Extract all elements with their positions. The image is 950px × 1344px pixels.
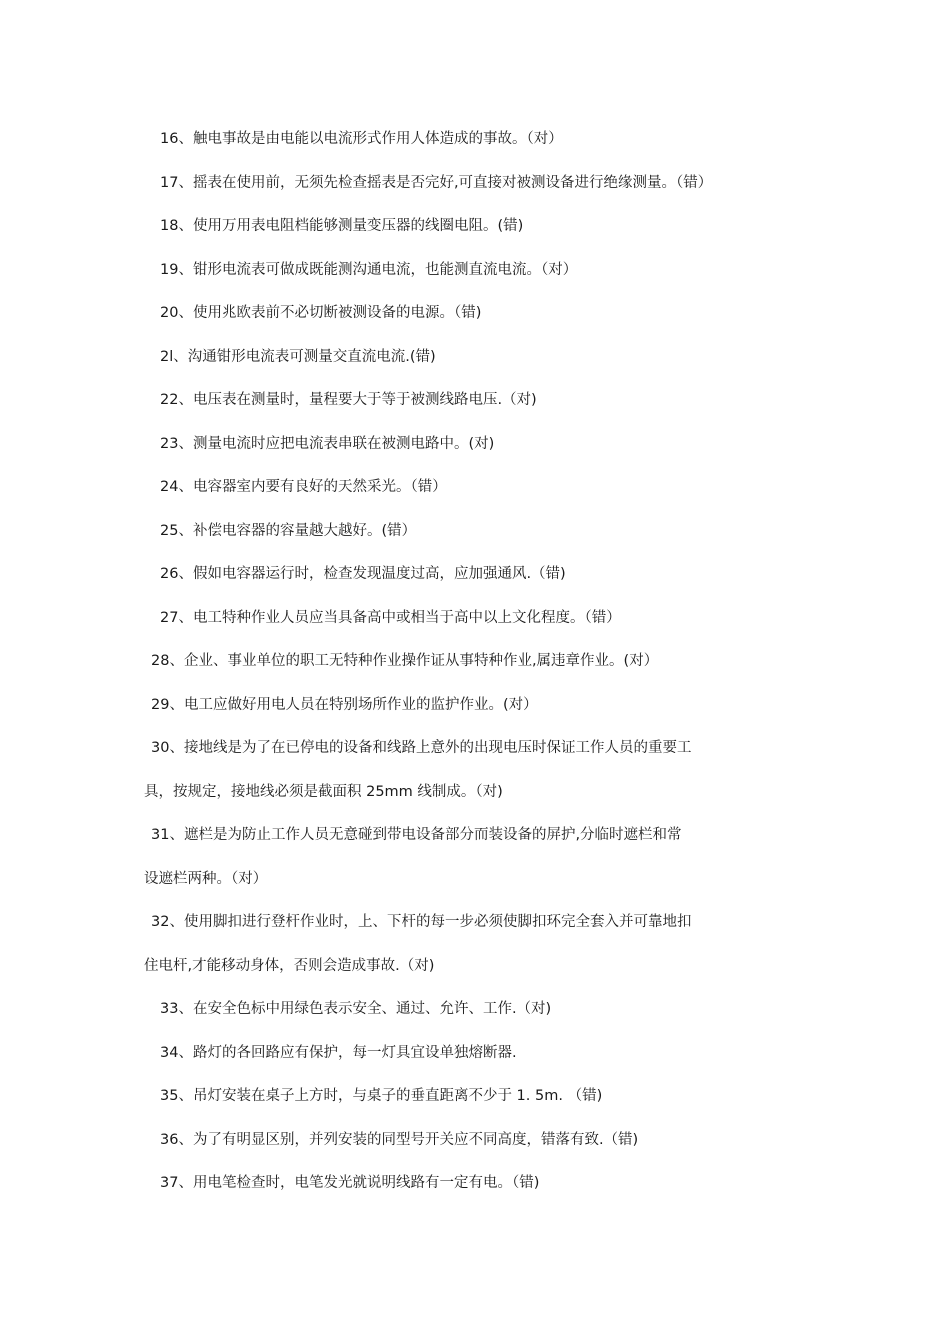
question-26: 26、假如电容器运行时，检查发现温度过高，应加强通风.（错) [160,566,566,582]
question-36: 36、为了有明显区别，并列安装的同型号开关应不同高度，错落有致.（错) [160,1131,639,1148]
question-17: 17、摇表在使用前，无须先检查摇表是否完好,可直接对被测设备进行绝缘测量。（错） [160,174,713,191]
question-16: 16、触电事故是由电能以电流形式作用人体造成的事故。（对） [160,131,563,147]
question-30: 30、接地线是为了在已停电的设备和线路上意外的出现电压时保证工作人员的重要工 [151,740,692,756]
question-31: 31、遮栏是为防止工作人员无意碰到带电设备部分而装设备的屏护,分临时遮栏和常 [151,827,682,843]
question-31-continued: 设遮栏两种。（对） [144,870,268,887]
question-24: 24、电容器室内要有良好的天然采光。（错） [160,479,447,495]
question-34: 34、路灯的各回路应有保护，每一灯具宜设单独熔断器. [160,1044,517,1061]
question-list [0,118,950,1206]
question-19: 19、钳形电流表可做成既能测沟通电流，也能测直流电流。（对） [160,261,578,278]
question-21: 2l、沟通钳形电流表可测量交直流电流.(错) [160,348,436,365]
question-37: 37、用电笔检查时，电笔发光就说明线路有一定有电。（错) [160,1175,540,1191]
question-35: 35、吊灯安装在桌子上方时，与桌子的垂直距离不少于 1. 5m. （错) [160,1088,603,1104]
question-18: 18、使用万用表电阻档能够测量变压器的线圈电阻。(错) [160,218,524,234]
question-32: 32、使用脚扣进行登杆作业时，上、下杆的每一步必须使脚扣环完全套入并可靠地扣 [151,914,692,930]
question-20: 20、使用兆欧表前不必切断被测设备的电源。（错) [160,305,482,321]
question-32-continued: 住电杆,才能移动身体，否则会造成事故.（对) [144,957,435,974]
question-22: 22、电压表在测量时，量程要大于等于被测线路电压.（对) [160,392,537,408]
question-30-continued: 具，按规定，接地线必须是截面积 25mm 线制成。（对) [144,783,503,800]
question-25: 25、补偿电容器的容量越大越好。(错） [160,522,417,539]
question-29: 29、电工应做好用电人员在特别场所作业的监护作业。(对） [151,696,538,713]
question-27: 27、电工特种作业人员应当具备高中或相当于高中以上文化程度。（错） [160,609,621,626]
question-28: 28、企业、事业单位的职工无特种作业操作证从事特种作业,属违章作业。(对） [151,653,659,669]
question-33: 33、在安全色标中用绿色表示安全、通过、允许、工作.（对) [160,1001,552,1017]
question-23: 23、测量电流时应把电流表串联在被测电路中。(对) [160,435,495,452]
